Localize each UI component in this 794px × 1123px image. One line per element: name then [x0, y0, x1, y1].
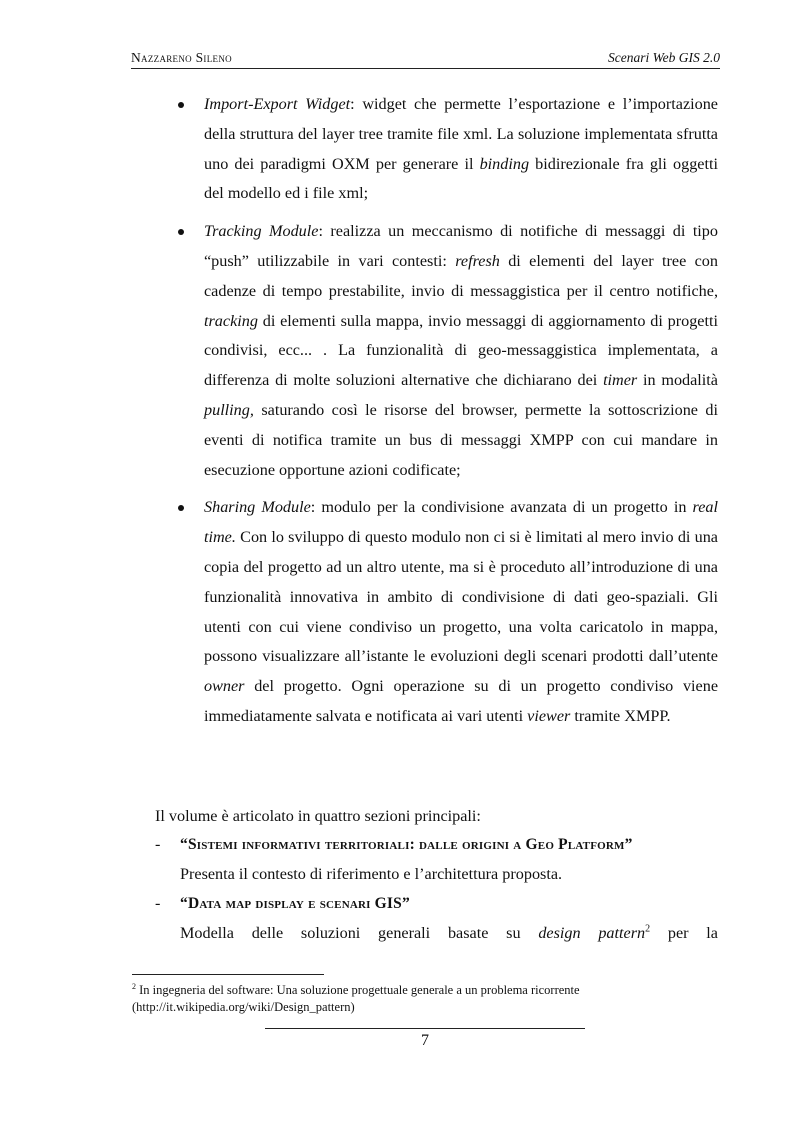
bullet-body: : realizza un meccanismo di notifiche di messaggi di tipo “push” utilizzabile in vari contesti:: [204, 222, 718, 270]
footnote-rule: [132, 974, 324, 975]
section-description: [155, 919, 718, 949]
footnote-ref[interactable]: 2: [645, 923, 651, 935]
bullet-body: di elementi del layer tree con cadenze di tempo prestabilite, invio di messaggistica per il centro notifiche,: [204, 251, 718, 300]
footnote: [132, 982, 652, 1016]
bullet-body: saturando così le risorse del browser, permette la sottoscrizione di eventi di notifica tramite un bus di messaggi XMPP con cui mandare in esecuzione opportune azioni codificate;: [204, 400, 718, 479]
bullet-emphasis: pulling,: [204, 400, 254, 419]
bullet-text: [204, 217, 718, 485]
header-rule: [131, 68, 720, 69]
section-title: “Data map display e scenari GIS”: [180, 895, 410, 912]
bullet-text: [204, 493, 718, 731]
bullet-emphasis: refresh: [455, 251, 500, 270]
intro-paragraph: Il volume è articolato in quattro sezioni principali:: [155, 807, 481, 825]
bullet-icon: [178, 229, 184, 235]
header-title: Scenari Web GIS 2.0: [608, 50, 720, 65]
bullet-list: [178, 90, 718, 740]
section-description-text: Modella delle soluzioni generali basate su: [180, 924, 539, 942]
bullet-body: Con lo sviluppo di questo modulo non ci si è limitati al mero invio di una copia del progetto ad un altro utente, ma si è proceduto all’introduzione di una funzionalità innovativa in ambito di condivisione di dati geo-spaziali. Gli utenti con cui viene condiviso un progetto, una volta caricatolo in mappa, possono visualizzare all’istante le evoluzioni degli scenari prodotti dall’utente: [204, 528, 718, 666]
bullet-body: tramite XMPP.: [570, 706, 671, 725]
bullet-item-tracking: [178, 217, 718, 485]
bullet-item-import-export: [178, 90, 718, 209]
bullet-item-sharing: [178, 493, 718, 731]
bullet-emphasis: owner: [204, 677, 245, 696]
bullet-body: : widget che permette l’esportazione e l’importazione della struttura del layer tree tramite file xml. La soluzione implementata sfrutta uno dei paradigmi OXM per generare il: [204, 95, 718, 173]
bullet-text: [204, 90, 718, 209]
bullet-body: : modulo per la condivisione avanzata di un progetto in: [310, 498, 693, 517]
section-description: Presenta il contesto di riferimento e l’architettura proposta.: [180, 865, 563, 883]
bullet-emphasis: viewer: [527, 706, 571, 725]
section-emphasis: design pattern: [538, 924, 646, 942]
section-description-text: per la: [650, 924, 718, 942]
page-number: 7: [421, 1032, 429, 1049]
bullet-icon: [178, 102, 184, 108]
bullet-body: del progetto. Ogni operazione su di un progetto condiviso viene immediatamente salvata e notificata ai vari utenti: [204, 677, 718, 725]
section-item-2: [155, 889, 718, 949]
bullet-emphasis: real time.: [204, 498, 718, 547]
section-item-1: [155, 830, 718, 890]
footnote-url[interactable]: (http://it.wikipedia.org/wiki/Design_pattern): [132, 1000, 355, 1014]
bullet-emphasis: tracking: [204, 311, 258, 330]
bullet-term: Sharing Module: [204, 498, 311, 517]
bullet-body: di elementi sulla mappa, invio messaggi di aggiornamento di progetti condivisi, ecc... . La funzionalità di geo-messaggistica implementata, a differenza di molte soluzioni alternative che dichiarano dei: [204, 311, 718, 390]
page-number-rule: [265, 1028, 585, 1029]
bullet-body: in modalità: [637, 371, 718, 390]
bullet-body: bidirezionale fra gli oggetti del modello ed i file xml;: [204, 154, 718, 203]
bullet-emphasis: timer: [603, 371, 638, 390]
dash-marker: -: [155, 835, 161, 853]
section-title: “Sistemi informativi territoriali: dalle origini a Geo Platform”: [180, 836, 633, 853]
bullet-icon: [178, 505, 184, 511]
bullet-term: Tracking Module: [204, 222, 319, 241]
dash-marker: -: [155, 894, 161, 912]
bullet-emphasis: binding: [479, 154, 530, 173]
footnote-text: In ingegneria del software: Una soluzione progettuale generale a un problema ricorrente: [136, 983, 580, 997]
bullet-term: Import-Export Widget: [204, 95, 351, 113]
header-author: Nazzareno Sileno: [131, 50, 232, 65]
footnote-number: 2: [132, 981, 136, 991]
